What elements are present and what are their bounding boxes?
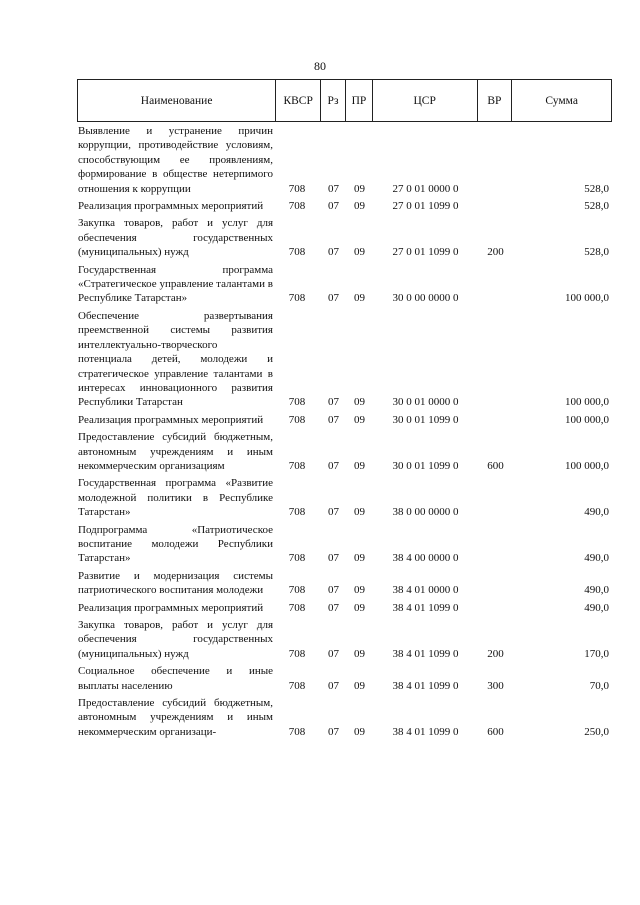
row-csr: 27 0 01 0000 0 <box>392 182 459 195</box>
row-name: Закупка товаров, работ и услуг для обеспечения государственных (муниципальных) нужд <box>78 217 273 259</box>
row-pr: 09 <box>354 552 365 565</box>
table-row <box>77 696 612 739</box>
row-kvsr: 708 <box>288 246 306 259</box>
table-row <box>77 618 612 661</box>
row-pr: 09 <box>354 246 365 259</box>
table-row <box>77 430 612 473</box>
row-rz: 07 <box>328 584 339 597</box>
row-name: Выявление и устранение причин коррупции, противодействие условиям, способствующим ее проявлениям, формирование в обществе нетерпимого отношения к коррупции <box>78 125 273 195</box>
row-pr: 09 <box>354 725 365 738</box>
header-csr: ЦСР <box>373 80 478 121</box>
row-sum: 70,0 <box>589 679 609 692</box>
row-csr: 38 4 00 0000 0 <box>392 552 459 565</box>
row-name: Государственная программа «Стратегическое управление талантами в Республике Татарстан» <box>78 263 273 305</box>
row-name: Предоставление субсидий бюджетным, автономным учреждениям и иным некоммерческим организаци- <box>78 697 273 738</box>
row-kvsr: 708 <box>288 396 306 409</box>
row-sum: 100 000,0 <box>565 413 609 426</box>
row-sum: 528,0 <box>584 182 609 195</box>
row-sum: 100 000,0 <box>565 459 609 472</box>
row-sum: 490,0 <box>584 601 609 614</box>
table-row <box>77 664 612 693</box>
table-row <box>77 476 612 519</box>
row-sum: 100 000,0 <box>565 396 609 409</box>
row-rz: 07 <box>328 182 339 195</box>
row-pr: 09 <box>354 584 365 597</box>
row-rz: 07 <box>328 292 339 305</box>
row-kvsr: 708 <box>288 200 306 213</box>
row-vr: 600 <box>487 725 504 738</box>
header-pr: ПР <box>346 80 373 121</box>
row-pr: 09 <box>354 679 365 692</box>
row-name: Государственная программа «Развитие молодежной политики в Республике Татарстан» <box>78 477 273 519</box>
header-vr: ВР <box>478 80 513 121</box>
table-row <box>77 523 612 566</box>
row-name: Закупка товаров, работ и услуг для обеспечения государственных (муниципальных) нужд <box>78 619 273 660</box>
row-csr: 38 4 01 1099 0 <box>392 679 459 692</box>
row-pr: 09 <box>354 506 365 519</box>
table-body <box>77 124 612 742</box>
row-sum: 490,0 <box>584 584 609 597</box>
row-kvsr: 708 <box>288 459 306 472</box>
row-vr: 300 <box>487 679 504 692</box>
table-row <box>77 124 612 196</box>
row-rz: 07 <box>328 506 339 519</box>
header-kvsr: КВСР <box>276 80 321 121</box>
row-kvsr: 708 <box>288 601 306 614</box>
row-sum: 528,0 <box>584 200 609 213</box>
row-sum: 170,0 <box>584 647 609 660</box>
row-pr: 09 <box>354 182 365 195</box>
row-sum: 100 000,0 <box>565 292 609 305</box>
row-name: Обеспечение развертывания преемственной системы развития интеллектуально-творческого потенциала детей, молодежи и стратегическое управление талантами в интересах инновационного развития Республики Татарстан <box>78 309 273 409</box>
row-rz: 07 <box>328 679 339 692</box>
row-vr: 200 <box>487 246 504 259</box>
row-pr: 09 <box>354 647 365 660</box>
row-name: Развитие и модернизация системы патриотического воспитания молодежи <box>78 569 273 597</box>
table-row <box>77 263 612 306</box>
row-csr: 30 0 01 0000 0 <box>392 396 459 409</box>
row-csr: 30 0 01 1099 0 <box>392 459 459 472</box>
row-name: Социальное обеспечение и иные выплаты населению <box>78 665 273 692</box>
row-rz: 07 <box>328 413 339 426</box>
row-kvsr: 708 <box>288 584 306 597</box>
table-row <box>77 199 612 213</box>
row-kvsr: 708 <box>288 292 306 305</box>
row-csr: 30 0 00 0000 0 <box>392 292 459 305</box>
table-row <box>77 216 612 259</box>
row-pr: 09 <box>354 601 365 614</box>
row-csr: 38 0 00 0000 0 <box>392 506 459 519</box>
table-header <box>77 79 612 122</box>
row-vr: 200 <box>487 647 504 660</box>
row-pr: 09 <box>354 459 365 472</box>
row-csr: 27 0 01 1099 0 <box>392 246 459 259</box>
row-name: Предоставление субсидий бюджетным, автономным учреждениям и иным некоммерческим организациям <box>78 431 273 472</box>
row-rz: 07 <box>328 459 339 472</box>
row-sum: 250,0 <box>584 725 609 738</box>
row-name: Реализация программных мероприятий <box>78 413 264 426</box>
row-sum: 528,0 <box>584 246 609 259</box>
row-name: Подпрограмма «Патриотическое воспитание молодежи Республики Татарстан» <box>78 523 273 565</box>
table-row <box>77 309 612 410</box>
row-sum: 490,0 <box>584 506 609 519</box>
row-sum: 490,0 <box>584 552 609 565</box>
row-rz: 07 <box>328 396 339 409</box>
row-rz: 07 <box>328 647 339 660</box>
row-rz: 07 <box>328 725 339 738</box>
row-rz: 07 <box>328 200 339 213</box>
header-sum: Сумма <box>545 94 578 107</box>
row-kvsr: 708 <box>288 182 306 195</box>
row-kvsr: 708 <box>288 506 306 519</box>
row-kvsr: 708 <box>288 725 306 738</box>
row-rz: 07 <box>328 246 339 259</box>
row-rz: 07 <box>328 552 339 565</box>
row-kvsr: 708 <box>288 413 306 426</box>
row-pr: 09 <box>354 413 365 426</box>
row-csr: 38 4 01 1099 0 <box>392 601 459 614</box>
row-pr: 09 <box>354 200 365 213</box>
row-pr: 09 <box>354 292 365 305</box>
row-csr: 38 4 01 0000 0 <box>392 584 459 597</box>
row-name: Реализация программных мероприятий <box>78 200 264 213</box>
row-rz: 07 <box>328 601 339 614</box>
header-rz: Рз <box>321 80 346 121</box>
row-kvsr: 708 <box>288 679 306 692</box>
row-csr: 27 0 01 1099 0 <box>392 200 459 213</box>
row-csr: 38 4 01 1099 0 <box>392 725 459 738</box>
row-csr: 38 4 01 1099 0 <box>392 647 459 660</box>
row-csr: 30 0 01 1099 0 <box>392 413 459 426</box>
table-row <box>77 601 612 615</box>
row-pr: 09 <box>354 396 365 409</box>
row-kvsr: 708 <box>288 552 306 565</box>
table-row <box>77 569 612 598</box>
table-row <box>77 413 612 427</box>
header-name: Наименование <box>78 80 276 121</box>
page-number: 80 <box>314 59 326 73</box>
row-vr: 600 <box>487 459 504 472</box>
row-kvsr: 708 <box>288 647 306 660</box>
row-name: Реализация программных мероприятий <box>78 601 264 614</box>
